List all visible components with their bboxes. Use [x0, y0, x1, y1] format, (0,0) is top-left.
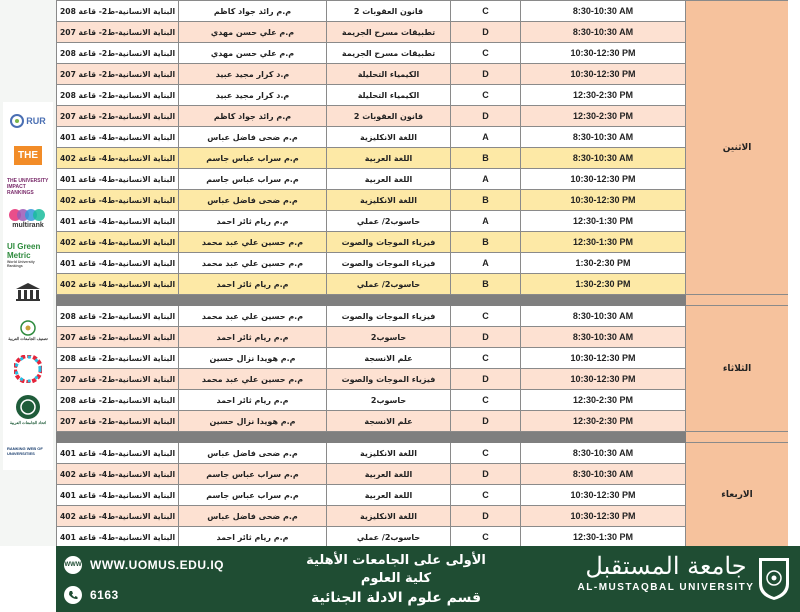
college-name: كلية العلوم: [360, 571, 432, 586]
time-cell: 8:30-10:30 AM: [521, 1, 686, 22]
time-cell: 12:30-2:30 PM: [521, 85, 686, 106]
location-cell: البناية الانسانية-ط4- قاعة 401: [57, 127, 179, 148]
course-cell: فيزياء الموجات والصوت: [327, 306, 451, 327]
day-cell: الثلاثاء: [686, 306, 789, 432]
lecturer-cell: م.م ريام ثائر احمد: [179, 527, 327, 547]
day-separator-cell: [686, 295, 789, 306]
location-cell: البناية الانسانية-ط4- قاعة 402: [57, 464, 179, 485]
lecturer-cell: م.م علي حسن مهدي: [179, 22, 327, 43]
course-cell: اللغة العربية: [327, 148, 451, 169]
lecturer-cell: م.م رائد جواد كاظم: [179, 1, 327, 22]
section-cell: D: [451, 327, 521, 348]
lecturer-cell: م.م ضحى فاضل عباس: [179, 506, 327, 527]
time-cell: 10:30-12:30 PM: [521, 348, 686, 369]
time-cell: 8:30-10:30 AM: [521, 327, 686, 348]
location-cell: البناية الانسانية-ط4- قاعة 401: [57, 443, 179, 464]
section-cell: C: [451, 1, 521, 22]
section-cell: D: [451, 369, 521, 390]
schedule-row: [57, 106, 789, 127]
location-cell: البناية الانسانية-ط2- قاعة 207: [57, 411, 179, 432]
course-cell: حاسوب2: [327, 390, 451, 411]
time-cell: 12:30-2:30 PM: [521, 411, 686, 432]
course-cell: قانون العقوبات 2: [327, 106, 451, 127]
schedule-row: [57, 411, 789, 432]
location-cell: البناية الانسانية-ط4- قاعة 401: [57, 253, 179, 274]
course-cell: اللغة الانكليزية: [327, 506, 451, 527]
institution-building-icon: [7, 280, 49, 304]
time-cell: 1:30-2:30 PM: [521, 253, 686, 274]
lecturer-cell: م.م ريام ثائر احمد: [179, 327, 327, 348]
course-cell: فيزياء الموجات والصوت: [327, 232, 451, 253]
section-cell: D: [451, 64, 521, 85]
course-cell: اللغة العربية: [327, 169, 451, 190]
location-cell: البناية الانسانية-ط2- قاعة 207: [57, 106, 179, 127]
department-name: قسم علوم الادلة الجنائية: [310, 590, 482, 606]
multirank-logo: multirank: [7, 204, 49, 232]
phone-number[interactable]: 6163: [90, 588, 119, 602]
website-link[interactable]: WWW.UOMUS.EDU.IQ: [90, 558, 224, 572]
globe-icon: WWW: [64, 556, 82, 574]
section-cell: A: [451, 169, 521, 190]
schedule-row: [57, 253, 789, 274]
course-cell: اللغة العربية: [327, 464, 451, 485]
section-cell: A: [451, 127, 521, 148]
separator-bar: [57, 432, 686, 443]
location-cell: البناية الانسانية-ط2- قاعة 207: [57, 369, 179, 390]
location-cell: البناية الانسانية-ط4- قاعة 401: [57, 485, 179, 506]
time-cell: 10:30-12:30 PM: [521, 169, 686, 190]
lecturer-cell: م.م حسين علي عبد محمد: [179, 306, 327, 327]
lecturer-cell: م.د كرار مجيد عبيد: [179, 85, 327, 106]
time-cell: 10:30-12:30 PM: [521, 506, 686, 527]
rur-eye-icon: [10, 114, 24, 128]
time-cell: 12:30-2:30 PM: [521, 106, 686, 127]
time-cell: 10:30-12:30 PM: [521, 190, 686, 211]
time-cell: 12:30-2:30 PM: [521, 390, 686, 411]
schedule-row: [57, 369, 789, 390]
schedule-row: [57, 169, 789, 190]
course-cell: حاسوب2/ عملي: [327, 527, 451, 547]
location-cell: البناية الانسانية-ط2- قاعة 208: [57, 1, 179, 22]
lecturer-cell: م.د كرار مجيد عبيد: [179, 64, 327, 85]
course-cell: تطبيقات مسرح الجريمة: [327, 43, 451, 64]
section-cell: D: [451, 464, 521, 485]
lecturer-cell: م.م ريام ثائر احمد: [179, 211, 327, 232]
location-cell: البناية الانسانية-ط4- قاعة 401: [57, 211, 179, 232]
location-cell: البناية الانسانية-ط2- قاعة 207: [57, 22, 179, 43]
section-cell: C: [451, 390, 521, 411]
location-cell: البناية الانسانية-ط2- قاعة 207: [57, 327, 179, 348]
section-cell: C: [451, 527, 521, 547]
arab-universities-union-logo: اتحاد الجامعات العربية: [7, 390, 49, 428]
location-cell: البناية الانسانية-ط4- قاعة 402: [57, 274, 179, 295]
lecturer-cell: م.م حسين علي عبد محمد: [179, 232, 327, 253]
webometrics-logo: RANKING WEB OF UNIVERSITIES: [7, 446, 43, 456]
university-emblem-icon: [756, 554, 792, 602]
section-cell: B: [451, 232, 521, 253]
lecturer-cell: م.م سراب عباس جاسم: [179, 485, 327, 506]
time-cell: 12:30-1:30 PM: [521, 527, 686, 547]
lecturer-cell: م.م حسين علي عبد محمد: [179, 369, 327, 390]
section-cell: D: [451, 106, 521, 127]
course-cell: اللغة العربية: [327, 485, 451, 506]
schedule-row: [57, 506, 789, 527]
time-cell: 8:30-10:30 AM: [521, 306, 686, 327]
schedule-row: [57, 390, 789, 411]
schedule-row: [57, 211, 789, 232]
schedule-row: [57, 485, 789, 506]
course-cell: قانون العقوبات 2: [327, 1, 451, 22]
university-brand: [576, 550, 756, 593]
lecturer-cell: م.م سراب عباس جاسم: [179, 148, 327, 169]
lecturer-cell: م.م ضحى فاضل عباس: [179, 190, 327, 211]
schedule-row: [57, 190, 789, 211]
course-cell: علم الانسجة: [327, 411, 451, 432]
schedule-row: [57, 22, 789, 43]
day-separator: [57, 295, 789, 306]
schedule-row: [57, 348, 789, 369]
lecturer-cell: م.م ريام ثائر احمد: [179, 390, 327, 411]
schedule-row: [57, 43, 789, 64]
section-cell: A: [451, 253, 521, 274]
day-cell: الاربعاء: [686, 443, 789, 547]
time-cell: 1:30-2:30 PM: [521, 274, 686, 295]
location-cell: البناية الانسانية-ط2- قاعة 208: [57, 348, 179, 369]
day-separator-cell: [686, 432, 789, 443]
ranking-slogan: الأولى على الجامعات الأهلية: [306, 553, 486, 568]
section-cell: D: [451, 22, 521, 43]
course-cell: فيزياء الموجات والصوت: [327, 369, 451, 390]
location-cell: البناية الانسانية-ط4- قاعة 402: [57, 148, 179, 169]
footer: [56, 546, 800, 612]
time-cell: 8:30-10:30 AM: [521, 148, 686, 169]
college-info: [266, 552, 526, 608]
ranking-logos: [3, 102, 53, 470]
time-cell: 8:30-10:30 AM: [521, 464, 686, 485]
sdg-wheel-icon: [7, 354, 49, 384]
section-cell: B: [451, 274, 521, 295]
location-cell: البناية الانسانية-ط4- قاعة 402: [57, 190, 179, 211]
schedule-row: [57, 85, 789, 106]
schedule-row: [57, 306, 789, 327]
laurel-icon: [19, 320, 37, 336]
day-cell: الاثنين: [686, 1, 789, 295]
schedule-row: [57, 527, 789, 547]
lecturer-cell: م.م رائد جواد كاظم: [179, 106, 327, 127]
lecturer-cell: م.م ريام ثائر احمد: [179, 274, 327, 295]
course-cell: حاسوب2/ عملي: [327, 211, 451, 232]
section-cell: D: [451, 506, 521, 527]
schedule-row: [57, 464, 789, 485]
schedule-table: [56, 0, 788, 546]
location-cell: البناية الانسانية-ط4- قاعة 402: [57, 506, 179, 527]
section-cell: D: [451, 411, 521, 432]
lecturer-cell: م.م ضحى فاضل عباس: [179, 443, 327, 464]
course-cell: اللغة الانكليزية: [327, 127, 451, 148]
location-cell: البناية الانسانية-ط4- قاعة 401: [57, 169, 179, 190]
multirank-circles-icon: [8, 208, 48, 222]
section-cell: A: [451, 211, 521, 232]
location-cell: البناية الانسانية-ط2- قاعة 208: [57, 390, 179, 411]
schedule-row: [57, 327, 789, 348]
location-cell: البناية الانسانية-ط4- قاعة 401: [57, 527, 179, 547]
time-cell: 12:30-1:30 PM: [521, 211, 686, 232]
section-cell: C: [451, 306, 521, 327]
location-cell: البناية الانسانية-ط4- قاعة 402: [57, 232, 179, 253]
university-name-ar: جامعة المستقبل: [585, 552, 747, 580]
location-cell: البناية الانسانية-ط2- قاعة 208: [57, 43, 179, 64]
lecturer-cell: م.م سراب عباس جاسم: [179, 464, 327, 485]
time-cell: 10:30-12:30 PM: [521, 369, 686, 390]
greenmetric-logo: UI Green Metric World University Rankings: [7, 242, 41, 268]
rur-logo: RUR: [7, 106, 49, 136]
section-cell: C: [451, 85, 521, 106]
the-impact-logo: THE UNIVERSITY IMPACT RANKINGS: [7, 178, 49, 196]
left-strip: [0, 0, 56, 546]
course-cell: اللغة الانكليزية: [327, 190, 451, 211]
lecturer-cell: م.م حسين علي عبد محمد: [179, 253, 327, 274]
location-cell: البناية الانسانية-ط2- قاعة 208: [57, 85, 179, 106]
the-logo: THE: [7, 142, 49, 168]
course-cell: حاسوب2/ عملي: [327, 274, 451, 295]
union-emblem-icon: [14, 394, 42, 420]
section-cell: B: [451, 190, 521, 211]
schedule-row: [57, 1, 789, 22]
lecturer-cell: م.م هويدا نزال حسين: [179, 348, 327, 369]
schedule-row: [57, 64, 789, 85]
lecturer-cell: م.م علي حسن مهدي: [179, 43, 327, 64]
time-cell: 8:30-10:30 AM: [521, 22, 686, 43]
location-cell: البناية الانسانية-ط2- قاعة 207: [57, 64, 179, 85]
phone-icon: [64, 586, 82, 604]
section-cell: B: [451, 148, 521, 169]
schedule-row: [57, 127, 789, 148]
section-cell: C: [451, 485, 521, 506]
lecturer-cell: م.م هويدا نزال حسين: [179, 411, 327, 432]
location-cell: البناية الانسانية-ط2- قاعة 208: [57, 306, 179, 327]
course-cell: الكيمياء التحليلة: [327, 64, 451, 85]
section-cell: C: [451, 443, 521, 464]
time-cell: 10:30-12:30 PM: [521, 43, 686, 64]
university-name-en: AL-MUSTAQBAL UNIVERSITY: [577, 582, 755, 593]
lecturer-cell: م.م سراب عباس جاسم: [179, 169, 327, 190]
course-cell: اللغة الانكليزية: [327, 443, 451, 464]
day-separator: [57, 432, 789, 443]
time-cell: 12:30-1:30 PM: [521, 232, 686, 253]
time-cell: 10:30-12:30 PM: [521, 485, 686, 506]
time-cell: 8:30-10:30 AM: [521, 127, 686, 148]
schedule-table-container: [56, 0, 788, 546]
section-cell: C: [451, 348, 521, 369]
phone-contact: [64, 586, 119, 604]
time-cell: 8:30-10:30 AM: [521, 443, 686, 464]
course-cell: تطبيقات مسرح الجريمة: [327, 22, 451, 43]
lecturer-cell: م.م ضحى فاضل عباس: [179, 127, 327, 148]
course-cell: الكيمياء التحليلة: [327, 85, 451, 106]
arab-ranking-logo: تصنيف الجامعات العربية: [7, 316, 49, 344]
schedule-row: [57, 274, 789, 295]
schedule-row: [57, 232, 789, 253]
course-cell: حاسوب2: [327, 327, 451, 348]
course-cell: علم الانسجة: [327, 348, 451, 369]
schedule-row: [57, 148, 789, 169]
time-cell: 10:30-12:30 PM: [521, 64, 686, 85]
schedule-row: [57, 443, 789, 464]
course-cell: فيزياء الموجات والصوت: [327, 253, 451, 274]
separator-bar: [57, 295, 686, 306]
website-contact: [64, 556, 224, 574]
section-cell: C: [451, 43, 521, 64]
